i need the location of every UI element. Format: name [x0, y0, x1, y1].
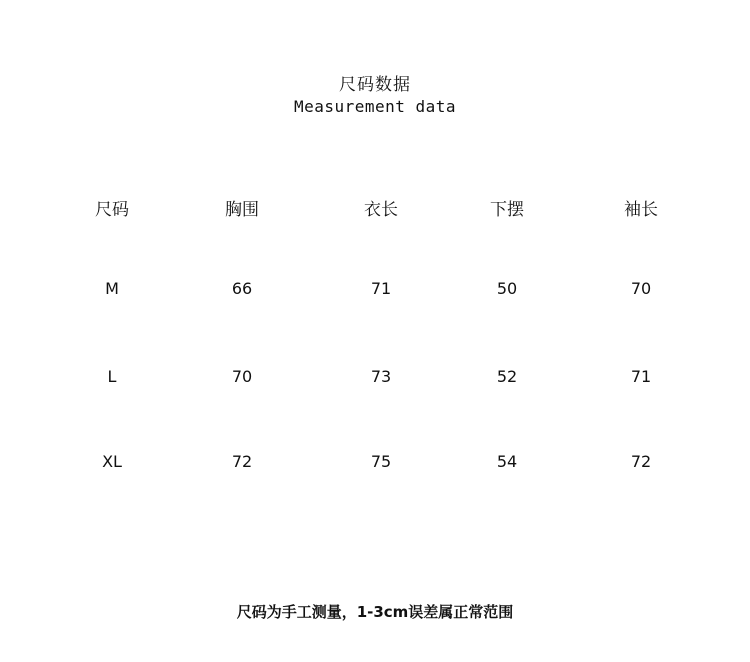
header-chest: 胸围 — [225, 200, 259, 220]
table-cell: 70 — [231, 367, 253, 386]
table-cell: M — [105, 279, 119, 298]
page-subtitle: Measurement data — [293, 97, 457, 116]
table-cell: 73 — [370, 367, 392, 386]
table-cell: 71 — [630, 367, 652, 386]
table-cell: 71 — [370, 279, 392, 298]
header-sleeve: 袖长 — [624, 200, 658, 220]
measurement-note: 尺码为手工测量，1-3cm误差属正常范围 — [236, 603, 514, 621]
table-cell: 50 — [496, 279, 518, 298]
table-cell: 72 — [630, 452, 652, 471]
header-length: 衣长 — [364, 200, 398, 220]
table-cell: 54 — [496, 452, 518, 471]
table-cell: 75 — [370, 452, 392, 471]
table-cell: 72 — [231, 452, 253, 471]
page-title: 尺码数据 — [339, 75, 411, 95]
header-hem: 下摆 — [490, 200, 524, 220]
table-cell: L — [107, 367, 117, 386]
header-size: 尺码 — [95, 200, 129, 220]
table-cell: 66 — [231, 279, 253, 298]
table-cell: 52 — [496, 367, 518, 386]
table-cell: XL — [102, 452, 122, 471]
table-cell: 70 — [630, 279, 652, 298]
